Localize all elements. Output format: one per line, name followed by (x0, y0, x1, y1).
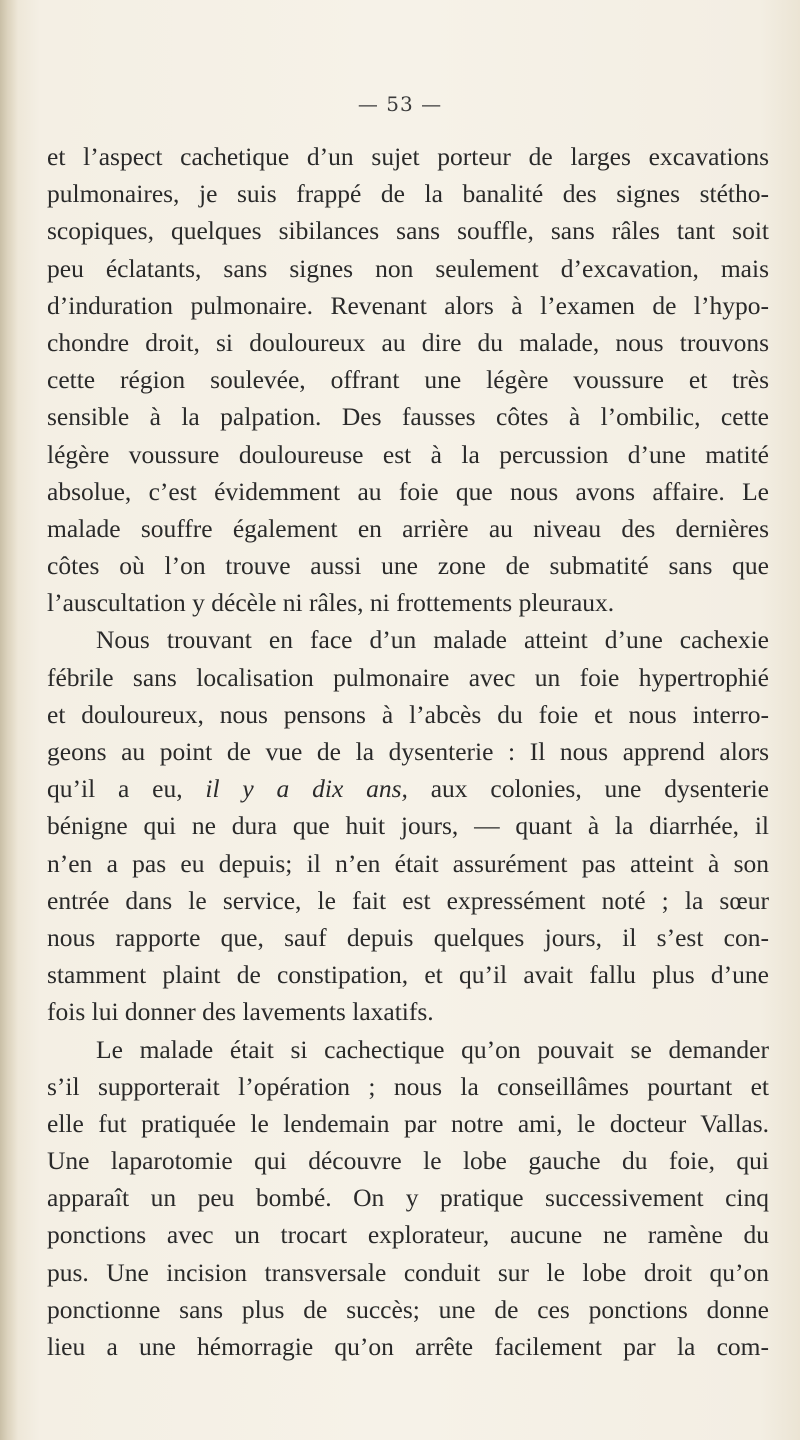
text-line: l’auscultation y décèle ni râles, ni frottements pleuraux. (47, 588, 615, 618)
text-line: n’en a pas eu depuis; il n’en était assurément pas atteint à son (47, 848, 769, 878)
text-line: Une laparotomie qui découvre le lobe gauche du foie, qui (47, 1146, 769, 1176)
text-line: et l’aspect cachetique d’un sujet porteur de larges excavations (47, 142, 769, 171)
text-line: apparaît un peu bombé. On y pratique successivement cinq (47, 1183, 769, 1213)
text-line: cette région soulevée, offrant une légère voussure et très (47, 365, 769, 395)
text-line: stamment plaint de constipation, et qu’il avait fallu plus d’une (47, 960, 769, 990)
text-line: chondre droit, si douloureux au dire du malade, nous trouvons (47, 327, 769, 357)
text-line: Le malade était si cachectique qu’on pouvait se demander (96, 1034, 769, 1064)
page-binding-edge (0, 0, 18, 1440)
text-line: d’induration pulmonaire. Revenant alors à l’examen de l’hypo- (47, 290, 769, 320)
text-fragment: aux colonies, une dysenterie (430, 774, 769, 804)
italic-fragment: il y a dix ans, (205, 774, 408, 804)
page-number: — 53 — (357, 92, 443, 116)
text-line: bénigne qui ne dura que huit jours, — quant à la diarrhée, il (47, 811, 769, 841)
text-line: fois lui donner des lavements laxatifs. (47, 997, 434, 1027)
text-line: s’il supporterait l’opération ; nous la conseillâmes pourtant et (47, 1071, 769, 1101)
text-fragment: qu’il a eu, (47, 774, 183, 804)
text-line: côtes où l’on trouve aussi une zone de submatité sans que (47, 551, 769, 581)
text-line: sensible à la palpation. Des fausses côtes à l’ombilic, cette (47, 402, 769, 432)
text-line: fébrile sans localisation pulmonaire avec un foie hypertrophié (47, 662, 769, 692)
text-line: malade souffre également en arrière au niveau des dernières (47, 513, 769, 543)
text-line: Nous trouvant en face d’un malade atteint d’une cachexie (96, 625, 769, 655)
text-line: geons au point de vue de la dysenterie : Il nous apprend alors (47, 737, 769, 766)
text-line: nous rapporte que, sauf depuis quelques jours, il s’est con- (47, 922, 769, 952)
text-line: lieu a une hémorragie qu’on arrête facilement par la com- (47, 1332, 769, 1361)
text-line: elle fut pratiquée le lendemain par notre ami, le docteur Vallas. (47, 1108, 769, 1138)
text-line: absolue, c’est évidemment au foie que nous avons affaire. Le (47, 476, 769, 506)
body-text (47, 138, 769, 1365)
text-line: ponctions avec un trocart explorateur, aucune ne ramène du (47, 1220, 769, 1250)
text-line-mixed (47, 770, 769, 807)
text-line: et douloureux, nous pensons à l’abcès du foie et nous interro- (47, 699, 769, 729)
text-line: pulmonaires, je suis frappé de la banalité des signes stétho- (47, 179, 769, 209)
text-line: peu éclatants, sans signes non seulement d’excavation, mais (47, 253, 769, 283)
text-line: ponctionne sans plus de succès; une de ces ponctions donne (47, 1294, 769, 1324)
text-line: légère voussure douloureuse est à la percussion d’une matité (47, 439, 769, 469)
text-line: entrée dans le service, le fait est expressément noté ; la sœur (47, 885, 769, 915)
text-line: pus. Une incision transversale conduit sur le lobe droit qu’on (47, 1257, 769, 1287)
text-line: scopiques, quelques sibilances sans souffle, sans râles tant soit (47, 216, 769, 246)
